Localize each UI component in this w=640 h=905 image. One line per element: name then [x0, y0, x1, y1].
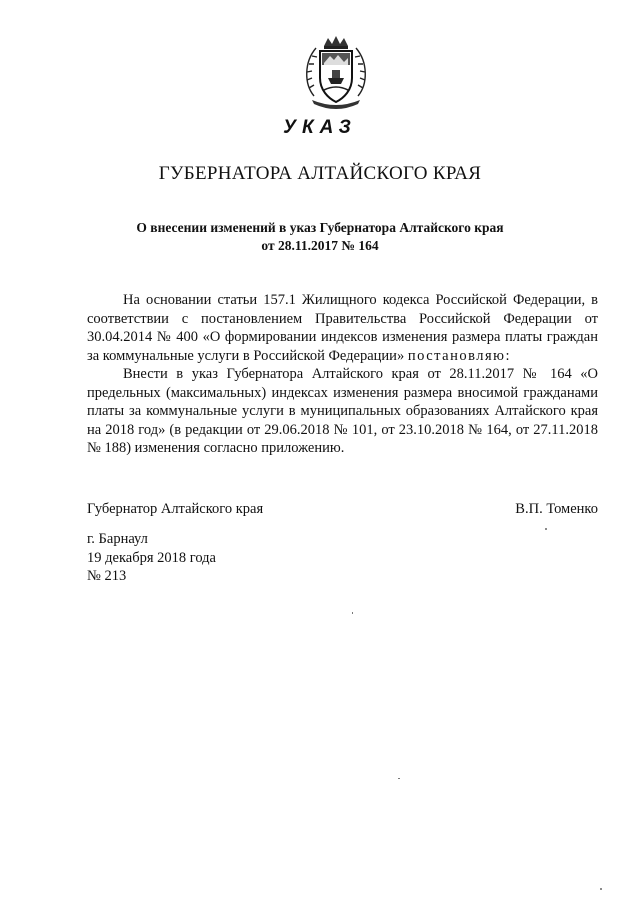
preamble-text: На основании статьи 157.1 Жилищного кодекса Российской Федерации, в соответствии с постановлением Правительства Российской Федерации от 30.04.2014 № 400 «О формировании индексов изменения размера платы граждан за коммунальные услуги в Российской Федерации»	[87, 292, 598, 364]
scan-speck	[352, 612, 353, 614]
signer-name: В.П. Томенко	[515, 501, 598, 517]
issue-date: 19 декабря 2018 года	[87, 549, 216, 566]
decree-subject	[0, 219, 640, 255]
scan-speck	[545, 528, 547, 530]
decree-number: № 213	[87, 568, 127, 584]
decree-body	[87, 291, 598, 458]
issue-place: г. Барнаул	[87, 531, 148, 547]
scan-speck	[600, 888, 602, 890]
subject-line-1: О внесении изменений в указ Губернатора Алтайского края	[136, 220, 504, 235]
scan-speck	[398, 778, 400, 779]
preamble-paragraph	[87, 291, 598, 365]
subject-line-2: от 28.11.2017 № 164	[261, 238, 379, 253]
decree-keyword: постановляю:	[407, 347, 512, 364]
place-date-number	[87, 530, 216, 586]
document-type-title: УКАЗ	[283, 117, 357, 138]
signer-title: Губернатор Алтайского края	[87, 501, 264, 517]
operative-paragraph: Внести в указ Губернатора Алтайского края от 28.11.2017 № 164 «О предельных (максимальных) индексах изменения размера вносимой гражданами платы за коммунальные услуги в муниципальных образованиях Алтайского края на 2018 год» (в редакции от 29.06.2018 № 101, от 23.10.2018 № 164, от 27.11.2018 № 188) изменения согласно приложению.	[87, 366, 598, 456]
altai-krai-coat-of-arms-icon	[300, 34, 372, 112]
issuing-authority: ГУБЕРНАТОРА АЛТАЙСКОГО КРАЯ	[158, 163, 482, 184]
